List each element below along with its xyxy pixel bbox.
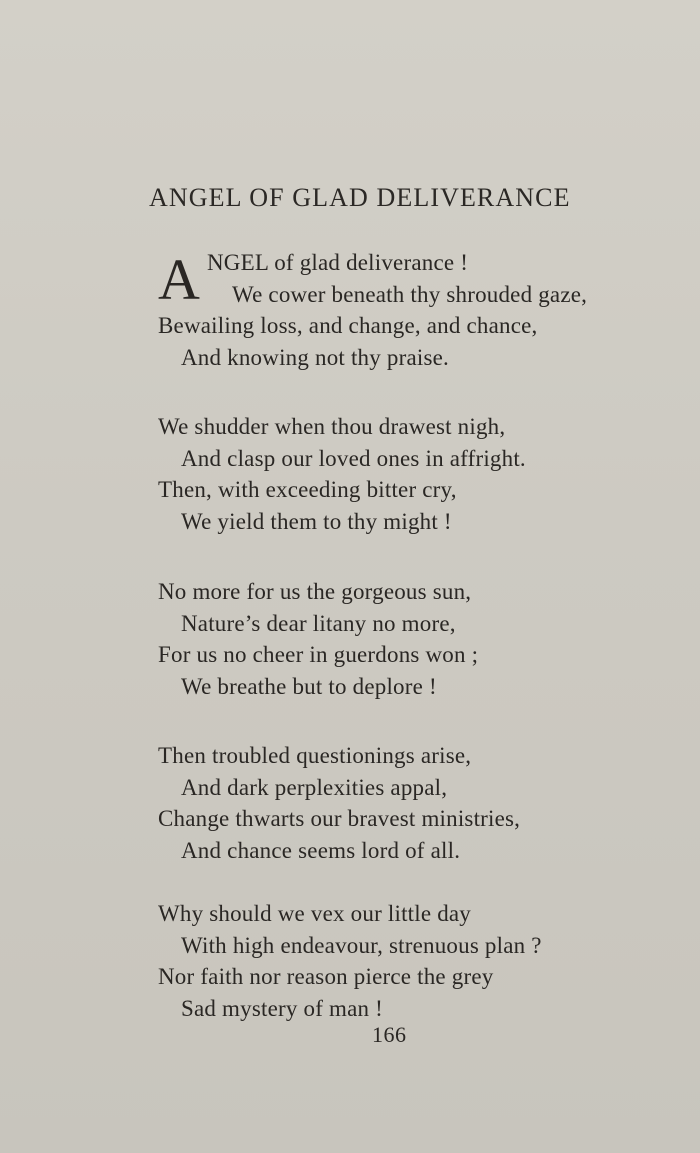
poem-line: With high endeavour, strenuous plan ? bbox=[181, 932, 542, 958]
poem-line: Bewailing loss, and change, and chance, bbox=[158, 313, 538, 338]
poem-title: ANGEL OF GLAD DELIVERANCE bbox=[149, 183, 571, 212]
stanza-2 bbox=[158, 411, 658, 537]
poem-line: NGEL of glad deliverance ! bbox=[207, 250, 469, 275]
poem-line: Change thwarts our bravest ministries, bbox=[158, 806, 521, 831]
poem-line: We breathe but to deplore ! bbox=[181, 673, 437, 699]
poem-line: And dark perplexities appal, bbox=[181, 774, 448, 800]
page-number: 166 bbox=[372, 1022, 407, 1047]
stanza-5 bbox=[158, 898, 658, 1024]
poem-line: For us no cheer in guerdons won ; bbox=[158, 642, 479, 667]
poem-line: And clasp our loved ones in affright. bbox=[181, 445, 526, 471]
poem-line: Sad mystery of man ! bbox=[181, 995, 384, 1021]
poem-line: Why should we vex our little day bbox=[158, 901, 472, 926]
drop-cap: A bbox=[158, 247, 200, 312]
poem-line: We yield them to thy might ! bbox=[181, 508, 452, 534]
stanza-4 bbox=[158, 740, 658, 866]
poem-line: Nature’s dear litany no more, bbox=[181, 610, 456, 636]
poem-line: Then troubled questionings arise, bbox=[158, 743, 472, 768]
poem-line: Nor faith nor reason pierce the grey bbox=[158, 964, 494, 989]
stanza-3 bbox=[158, 576, 658, 702]
poem-line: Then, with exceeding bitter cry, bbox=[158, 477, 457, 502]
poem-line: We shudder when thou drawest nigh, bbox=[158, 414, 506, 439]
poem-line: No more for us the gorgeous sun, bbox=[158, 579, 472, 604]
poem-line: We cower beneath thy shrouded gaze, bbox=[232, 281, 588, 307]
poem-line: And knowing not thy praise. bbox=[181, 344, 449, 370]
stanza-1 bbox=[158, 247, 658, 373]
poem-line: And chance seems lord of all. bbox=[181, 837, 461, 863]
